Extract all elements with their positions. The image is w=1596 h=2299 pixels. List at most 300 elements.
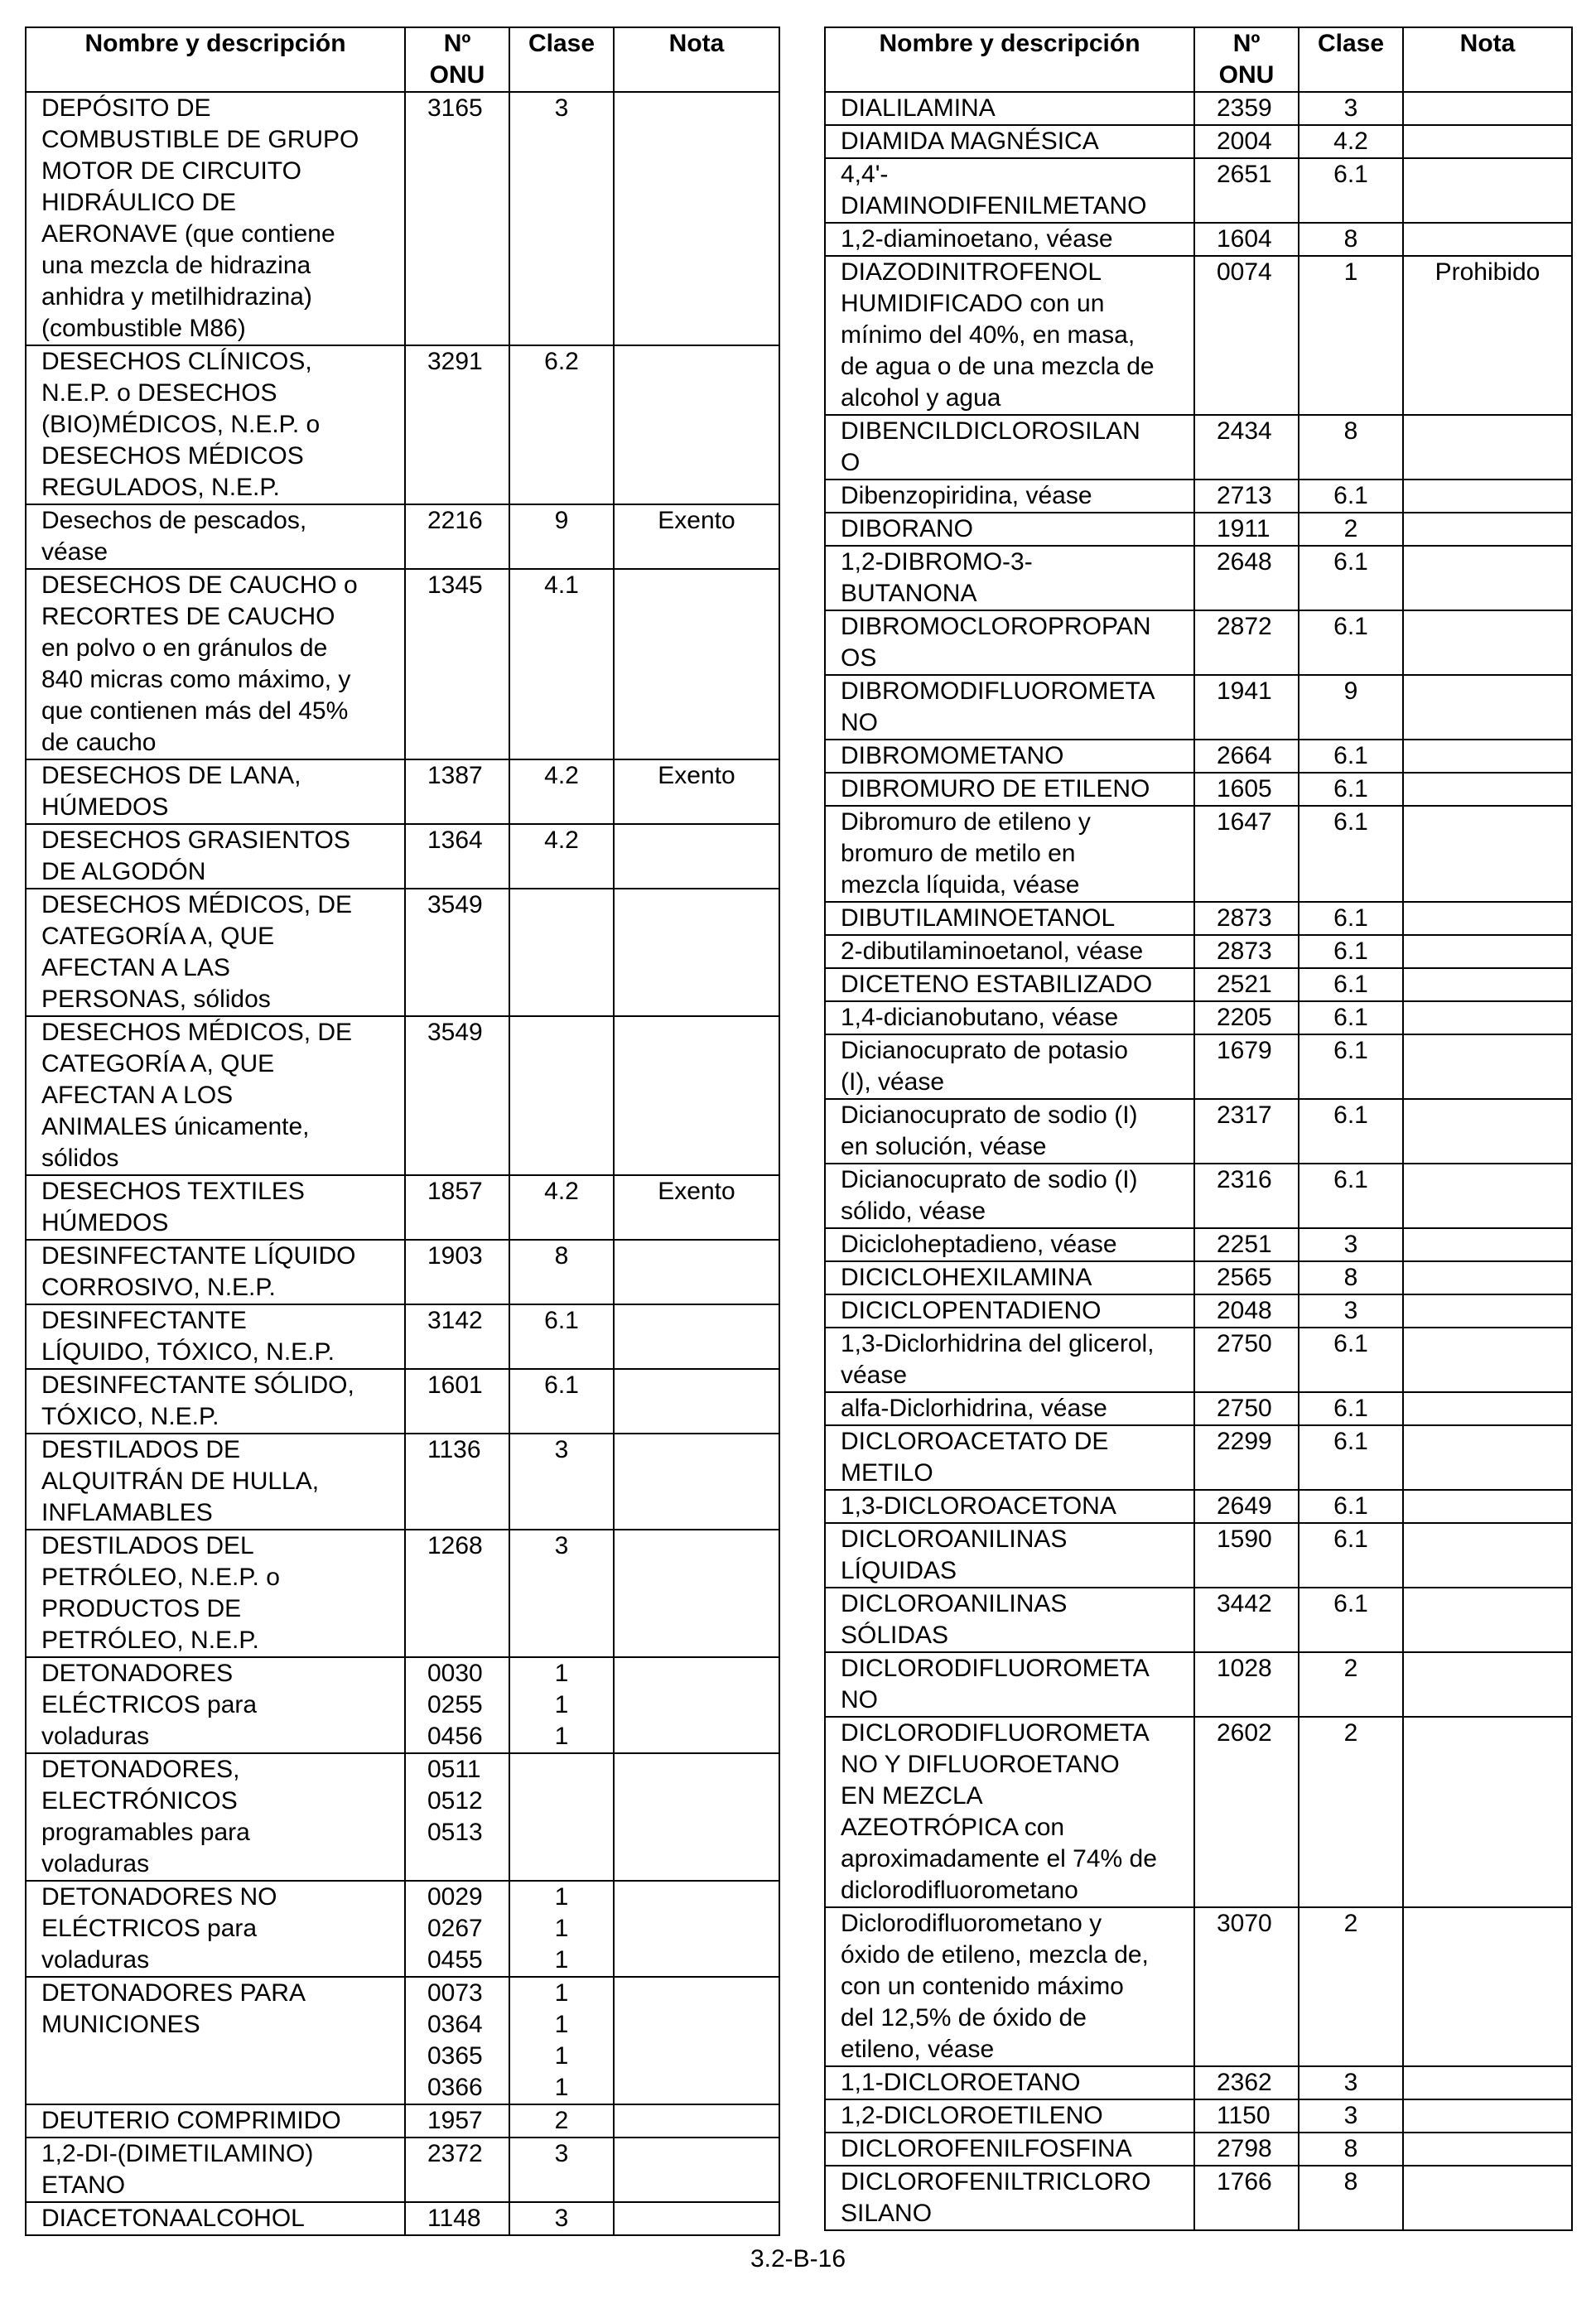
cell-class: 8 xyxy=(1299,2166,1403,2230)
cell-class: 6.1 xyxy=(1299,773,1403,806)
cell-class: 6.1 xyxy=(509,1304,614,1369)
cell-class: 2 xyxy=(1299,1717,1403,1907)
table-row xyxy=(26,1016,779,1175)
cell-name: DICLORODIFLUOROMETA NO xyxy=(825,1652,1194,1717)
cell-note xyxy=(1403,740,1572,773)
page-number: 3.2-B-16 xyxy=(750,2245,846,2272)
cell-note xyxy=(1403,1164,1572,1228)
cell-class: 6.1 xyxy=(1299,1392,1403,1425)
cell-class: 3 xyxy=(1299,1228,1403,1261)
cell-class: 3 xyxy=(1299,2099,1403,2133)
cell-name: 1,3-Diclorhidrina del glicerol, véase xyxy=(825,1328,1194,1392)
cell-name: DICLOROANILINAS LÍQUIDAS xyxy=(825,1523,1194,1588)
cell-class: 6.1 xyxy=(1299,968,1403,1001)
header-name: Nombre y descripción xyxy=(825,27,1194,92)
table-row xyxy=(825,1294,1572,1328)
table-row xyxy=(26,2138,779,2202)
header-note: Nota xyxy=(1403,27,1572,92)
cell-class: 6.1 xyxy=(1299,546,1403,610)
cell-name: Desechos de pescados, véase xyxy=(26,504,405,569)
table-row xyxy=(26,1240,779,1304)
cell-class: 4.2 xyxy=(1299,125,1403,158)
cell-un-number: 1136 xyxy=(405,1434,509,1530)
cell-un-number: 2205 xyxy=(1194,1001,1299,1034)
cell-note xyxy=(614,1753,779,1881)
cell-class: 9 xyxy=(509,504,614,569)
cell-class xyxy=(509,1753,614,1881)
cell-name: 2-dibutilaminoetanol, véase xyxy=(825,935,1194,968)
dangerous-goods-table-left xyxy=(25,27,780,2236)
cell-class: 9 xyxy=(1299,675,1403,740)
cell-name: DESECHOS CLÍNICOS, N.E.P. o DESECHOS (BIO)MÉDICOS, N.E.P. o DESECHOS MÉDICOS REGULADOS, N.E.P. xyxy=(26,345,405,504)
cell-note xyxy=(614,2104,779,2138)
cell-note: Exento xyxy=(614,1175,779,1240)
table-row xyxy=(825,968,1572,1001)
cell-note xyxy=(614,1434,779,1530)
cell-note xyxy=(1403,2099,1572,2133)
cell-class: 1 xyxy=(1299,256,1403,415)
cell-name: DIBROMURO DE ETILENO xyxy=(825,773,1194,806)
cell-note xyxy=(1403,415,1572,480)
table-row xyxy=(825,256,1572,415)
cell-class: 6.1 xyxy=(1299,740,1403,773)
cell-note xyxy=(1403,480,1572,513)
cell-class: 1 1 1 xyxy=(509,1657,614,1753)
table-row xyxy=(825,773,1572,806)
cell-note xyxy=(1403,1717,1572,1907)
cell-class: 6.1 xyxy=(1299,610,1403,675)
cell-note: Exento xyxy=(614,504,779,569)
cell-un-number: 1590 xyxy=(1194,1523,1299,1588)
cell-un-number: 1857 xyxy=(405,1175,509,1240)
cell-note xyxy=(1403,1907,1572,2066)
cell-note xyxy=(1403,806,1572,902)
cell-class: 2 xyxy=(1299,513,1403,546)
cell-note xyxy=(614,2202,779,2235)
header-un-number: Nº ONU xyxy=(1194,27,1299,92)
cell-name: DESECHOS MÉDICOS, DE CATEGORÍA A, QUE AFECTAN A LAS PERSONAS, sólidos xyxy=(26,889,405,1016)
cell-note xyxy=(1403,1588,1572,1652)
cell-un-number: 1364 xyxy=(405,824,509,889)
cell-un-number: 1957 xyxy=(405,2104,509,2138)
cell-class: 6.1 xyxy=(509,1369,614,1434)
table-row xyxy=(26,1369,779,1434)
cell-class: 6.1 xyxy=(1299,935,1403,968)
cell-un-number: 1941 xyxy=(1194,675,1299,740)
cell-name: DICLOROANILINAS SÓLIDAS xyxy=(825,1588,1194,1652)
cell-name: DESTILADOS DEL PETRÓLEO, N.E.P. o PRODUCTOS DE PETRÓLEO, N.E.P. xyxy=(26,1530,405,1657)
table-row xyxy=(825,480,1572,513)
cell-un-number: 2362 xyxy=(1194,2066,1299,2099)
cell-note xyxy=(1403,1652,1572,1717)
cell-note xyxy=(1403,902,1572,935)
cell-note xyxy=(614,824,779,889)
table-row xyxy=(825,1261,1572,1294)
cell-class: 2 xyxy=(1299,1907,1403,2066)
cell-un-number: 2750 xyxy=(1194,1392,1299,1425)
cell-un-number: 2316 xyxy=(1194,1164,1299,1228)
cell-name: DIAZODINITROFENOL HUMIDIFICADO con un mínimo del 40%, en masa, de agua o de una mezcla de alcohol y agua xyxy=(825,256,1194,415)
table-row xyxy=(26,1530,779,1657)
cell-class: 3 xyxy=(1299,92,1403,125)
table-row xyxy=(825,223,1572,256)
cell-class: 6.1 xyxy=(1299,480,1403,513)
table-row xyxy=(825,1490,1572,1523)
cell-note xyxy=(1403,1392,1572,1425)
cell-name: DESTILADOS DE ALQUITRÁN DE HULLA, INFLAMABLES xyxy=(26,1434,405,1530)
cell-class: 6.1 xyxy=(1299,1588,1403,1652)
cell-class: 6.1 xyxy=(1299,1490,1403,1523)
cell-class: 4.1 xyxy=(509,569,614,759)
cell-class xyxy=(509,1016,614,1175)
cell-un-number: 2651 xyxy=(1194,158,1299,223)
cell-note xyxy=(1403,1294,1572,1328)
cell-class: 8 xyxy=(1299,223,1403,256)
header-un-number: Nº ONU xyxy=(405,27,509,92)
table-header-row xyxy=(26,27,779,92)
table-row xyxy=(26,569,779,759)
cell-class: 6.1 xyxy=(1299,1099,1403,1164)
table-row xyxy=(26,1881,779,1977)
table-row xyxy=(825,2066,1572,2099)
cell-class: 4.2 xyxy=(509,759,614,824)
cell-class: 3 xyxy=(1299,2066,1403,2099)
cell-name: 1,2-DICLOROETILENO xyxy=(825,2099,1194,2133)
cell-un-number: 2359 xyxy=(1194,92,1299,125)
cell-class: 1 1 1 1 xyxy=(509,1977,614,2104)
cell-note xyxy=(614,1369,779,1434)
cell-class: 3 xyxy=(509,2138,614,2202)
header-class: Clase xyxy=(1299,27,1403,92)
cell-name: DESECHOS GRASIENTOS DE ALGODÓN xyxy=(26,824,405,889)
cell-note xyxy=(614,889,779,1016)
cell-note xyxy=(1403,158,1572,223)
cell-un-number: 3442 xyxy=(1194,1588,1299,1652)
table-row xyxy=(825,675,1572,740)
cell-class: 8 xyxy=(509,1240,614,1304)
cell-un-number: 1028 xyxy=(1194,1652,1299,1717)
cell-un-number: 3142 xyxy=(405,1304,509,1369)
table-row xyxy=(825,1164,1572,1228)
cell-note xyxy=(1403,546,1572,610)
table-row xyxy=(26,1434,779,1530)
cell-note xyxy=(1403,92,1572,125)
cell-name: DIACETONAALCOHOL xyxy=(26,2202,405,2235)
table-row xyxy=(825,902,1572,935)
table-row xyxy=(26,824,779,889)
cell-un-number: 0074 xyxy=(1194,256,1299,415)
cell-un-number: 2873 xyxy=(1194,902,1299,935)
cell-note: Prohibido xyxy=(1403,256,1572,415)
cell-class: 6.1 xyxy=(1299,1164,1403,1228)
cell-name: 1,4-dicianobutano, véase xyxy=(825,1001,1194,1034)
cell-un-number: 0029 0267 0455 xyxy=(405,1881,509,1977)
table-row xyxy=(825,92,1572,125)
cell-note xyxy=(614,1240,779,1304)
cell-class: 6.1 xyxy=(1299,158,1403,223)
cell-un-number: 3549 xyxy=(405,889,509,1016)
table-row xyxy=(26,2104,779,2138)
table-row xyxy=(825,1652,1572,1717)
cell-name: DICICLOHEXILAMINA xyxy=(825,1261,1194,1294)
cell-class: 4.2 xyxy=(509,824,614,889)
table-row xyxy=(26,1977,779,2104)
cell-name: Dicianocuprato de sodio (I) sólido, véase xyxy=(825,1164,1194,1228)
cell-name: DIBUTILAMINOETANOL xyxy=(825,902,1194,935)
cell-un-number: 1605 xyxy=(1194,773,1299,806)
cell-class: 6.1 xyxy=(1299,1034,1403,1099)
cell-name: Dicianocuprato de potasio (I), véase xyxy=(825,1034,1194,1099)
cell-name: 1,2-DI-(DIMETILAMINO) ETANO xyxy=(26,2138,405,2202)
cell-un-number: 2602 xyxy=(1194,1717,1299,1907)
cell-name: DESINFECTANTE SÓLIDO, TÓXICO, N.E.P. xyxy=(26,1369,405,1434)
cell-note xyxy=(1403,513,1572,546)
cell-note xyxy=(1403,2166,1572,2230)
table-row xyxy=(825,125,1572,158)
table-row xyxy=(26,889,779,1016)
cell-name: DETONADORES NO ELÉCTRICOS para voladuras xyxy=(26,1881,405,1977)
table-row xyxy=(825,415,1572,480)
cell-name: DESECHOS DE LANA, HÚMEDOS xyxy=(26,759,405,824)
cell-name: Dibenzopiridina, véase xyxy=(825,480,1194,513)
cell-un-number: 2565 xyxy=(1194,1261,1299,1294)
header-class: Clase xyxy=(509,27,614,92)
cell-un-number: 2434 xyxy=(1194,415,1299,480)
table-row xyxy=(825,1717,1572,1907)
cell-un-number: 1604 xyxy=(1194,223,1299,256)
cell-note xyxy=(614,1304,779,1369)
cell-un-number: 2216 xyxy=(405,504,509,569)
cell-name: 1,1-DICLOROETANO xyxy=(825,2066,1194,2099)
header-name: Nombre y descripción xyxy=(26,27,405,92)
cell-note xyxy=(1403,1328,1572,1392)
table-row xyxy=(26,1304,779,1369)
table-row xyxy=(825,740,1572,773)
cell-name: alfa-Diclorhidrina, véase xyxy=(825,1392,1194,1425)
cell-note xyxy=(1403,773,1572,806)
cell-class: 8 xyxy=(1299,2133,1403,2166)
cell-note xyxy=(614,1977,779,2104)
cell-class: 3 xyxy=(1299,1294,1403,1328)
cell-class: 1 1 1 xyxy=(509,1881,614,1977)
cell-class: 6.1 xyxy=(1299,1001,1403,1034)
cell-class: 2 xyxy=(1299,1652,1403,1717)
table-row xyxy=(26,345,779,504)
cell-name: DIAMIDA MAGNÉSICA xyxy=(825,125,1194,158)
cell-un-number: 2798 xyxy=(1194,2133,1299,2166)
cell-note xyxy=(1403,1001,1572,1034)
cell-un-number: 2521 xyxy=(1194,968,1299,1001)
table-row xyxy=(825,1099,1572,1164)
table-row xyxy=(26,504,779,569)
table-row xyxy=(825,2099,1572,2133)
table-row xyxy=(26,1657,779,1753)
cell-class: 6.1 xyxy=(1299,806,1403,902)
table-row xyxy=(825,546,1572,610)
cell-name: DICLORODIFLUOROMETA NO Y DIFLUOROETANO EN MEZCLA AZEOTRÓPICA con aproximadamente el 74% de diclorodifluorometano xyxy=(825,1717,1194,1907)
table-row xyxy=(825,1588,1572,1652)
cell-un-number: 1601 xyxy=(405,1369,509,1434)
cell-un-number: 1387 xyxy=(405,759,509,824)
cell-class: 6.1 xyxy=(1299,1328,1403,1392)
cell-name: 1,3-DICLOROACETONA xyxy=(825,1490,1194,1523)
cell-class xyxy=(509,889,614,1016)
cell-name: DESINFECTANTE LÍQUIDO, TÓXICO, N.E.P. xyxy=(26,1304,405,1369)
cell-name: DIBORANO xyxy=(825,513,1194,546)
cell-note xyxy=(614,1657,779,1753)
cell-note xyxy=(1403,1490,1572,1523)
cell-un-number: 2299 xyxy=(1194,1425,1299,1490)
cell-name: 4,4'- DIAMINODIFENILMETANO xyxy=(825,158,1194,223)
cell-un-number: 1148 xyxy=(405,2202,509,2235)
cell-note xyxy=(1403,1228,1572,1261)
cell-un-number: 2872 xyxy=(1194,610,1299,675)
cell-class: 8 xyxy=(1299,1261,1403,1294)
cell-note xyxy=(614,1881,779,1977)
cell-note xyxy=(1403,223,1572,256)
cell-name: DICETENO ESTABILIZADO xyxy=(825,968,1194,1001)
cell-note xyxy=(1403,1034,1572,1099)
cell-note xyxy=(614,345,779,504)
cell-name: DICLOROFENILFOSFINA xyxy=(825,2133,1194,2166)
cell-note xyxy=(1403,675,1572,740)
cell-un-number: 1911 xyxy=(1194,513,1299,546)
cell-un-number: 2750 xyxy=(1194,1328,1299,1392)
cell-un-number: 2873 xyxy=(1194,935,1299,968)
cell-name: Dicicloheptadieno, véase xyxy=(825,1228,1194,1261)
cell-name: DIBROMOMETANO xyxy=(825,740,1194,773)
cell-name: DIBENCILDICLOROSILAN O xyxy=(825,415,1194,480)
cell-class: 8 xyxy=(1299,415,1403,480)
cell-un-number: 2251 xyxy=(1194,1228,1299,1261)
table-row xyxy=(825,1328,1572,1392)
table-row xyxy=(26,1753,779,1881)
table-row xyxy=(825,1523,1572,1588)
table-row xyxy=(825,1228,1572,1261)
cell-note xyxy=(1403,968,1572,1001)
cell-name: DESECHOS DE CAUCHO o RECORTES DE CAUCHO en polvo o en gránulos de 840 micras como máximo, y que contienen más del 45% de caucho xyxy=(26,569,405,759)
cell-class: 6.1 xyxy=(1299,1523,1403,1588)
cell-un-number: 2372 xyxy=(405,2138,509,2202)
cell-note xyxy=(614,569,779,759)
cell-name: DESECHOS MÉDICOS, DE CATEGORÍA A, QUE AFECTAN A LOS ANIMALES únicamente, sólidos xyxy=(26,1016,405,1175)
table-header-row xyxy=(825,27,1572,92)
cell-name: DEUTERIO COMPRIMIDO xyxy=(26,2104,405,2138)
cell-class: 3 xyxy=(509,1434,614,1530)
cell-name: DIBROMOCLOROPROPAN OS xyxy=(825,610,1194,675)
cell-name: DETONADORES, ELECTRÓNICOS programables para voladuras xyxy=(26,1753,405,1881)
cell-name: DETONADORES PARA MUNICIONES xyxy=(26,1977,405,2104)
table-row xyxy=(825,2133,1572,2166)
table-row xyxy=(26,92,779,345)
table-row xyxy=(825,2166,1572,2230)
table-row xyxy=(825,1034,1572,1099)
cell-name: Dibromuro de etileno y bromuro de metilo en mezcla líquida, véase xyxy=(825,806,1194,902)
cell-name: DICLOROACETATO DE METILO xyxy=(825,1425,1194,1490)
table-row xyxy=(825,806,1572,902)
table-row xyxy=(825,1392,1572,1425)
cell-note: Exento xyxy=(614,759,779,824)
cell-un-number: 2317 xyxy=(1194,1099,1299,1164)
cell-note xyxy=(614,92,779,345)
cell-name: Dicianocuprato de sodio (I) en solución, véase xyxy=(825,1099,1194,1164)
cell-un-number: 1903 xyxy=(405,1240,509,1304)
cell-note xyxy=(1403,125,1572,158)
cell-class: 6.2 xyxy=(509,345,614,504)
cell-un-number: 0511 0512 0513 xyxy=(405,1753,509,1881)
header-note: Nota xyxy=(614,27,779,92)
cell-un-number: 0030 0255 0456 xyxy=(405,1657,509,1753)
cell-name: DETONADORES ELÉCTRICOS para voladuras xyxy=(26,1657,405,1753)
cell-un-number: 1766 xyxy=(1194,2166,1299,2230)
cell-un-number: 1268 xyxy=(405,1530,509,1657)
cell-name: DESECHOS TEXTILES HÚMEDOS xyxy=(26,1175,405,1240)
cell-class: 3 xyxy=(509,1530,614,1657)
cell-note xyxy=(1403,2066,1572,2099)
cell-class: 3 xyxy=(509,92,614,345)
dangerous-goods-table-right xyxy=(824,27,1573,2231)
cell-un-number: 2048 xyxy=(1194,1294,1299,1328)
cell-un-number: 1345 xyxy=(405,569,509,759)
table-row xyxy=(26,759,779,824)
cell-name: Diclorodifluorometano y óxido de etileno, mezcla de, con un contenido máximo del 12,5% de óxido de etileno, véase xyxy=(825,1907,1194,2066)
cell-un-number: 1150 xyxy=(1194,2099,1299,2133)
cell-un-number: 3165 xyxy=(405,92,509,345)
table-row xyxy=(825,610,1572,675)
cell-un-number: 3549 xyxy=(405,1016,509,1175)
cell-un-number: 1647 xyxy=(1194,806,1299,902)
cell-note xyxy=(1403,1261,1572,1294)
cell-note xyxy=(1403,935,1572,968)
table-row xyxy=(825,513,1572,546)
table-row xyxy=(825,1425,1572,1490)
cell-name: DICICLOPENTADIENO xyxy=(825,1294,1194,1328)
cell-note xyxy=(614,2138,779,2202)
cell-name: DESINFECTANTE LÍQUIDO CORROSIVO, N.E.P. xyxy=(26,1240,405,1304)
cell-note xyxy=(1403,1099,1572,1164)
cell-un-number: 3291 xyxy=(405,345,509,504)
cell-note xyxy=(1403,610,1572,675)
table-row xyxy=(825,935,1572,968)
table-row xyxy=(825,1907,1572,2066)
cell-class: 3 xyxy=(509,2202,614,2235)
cell-name: DICLOROFENILTRICLORO SILANO xyxy=(825,2166,1194,2230)
cell-class: 6.1 xyxy=(1299,902,1403,935)
cell-note xyxy=(1403,1425,1572,1490)
cell-un-number: 2713 xyxy=(1194,480,1299,513)
cell-note xyxy=(614,1530,779,1657)
cell-un-number: 2648 xyxy=(1194,546,1299,610)
cell-name: DIBROMODIFLUOROMETA NO xyxy=(825,675,1194,740)
cell-un-number: 2649 xyxy=(1194,1490,1299,1523)
cell-un-number: 0073 0364 0365 0366 xyxy=(405,1977,509,2104)
cell-un-number: 1679 xyxy=(1194,1034,1299,1099)
cell-name: DEPÓSITO DE COMBUSTIBLE DE GRUPO MOTOR DE CIRCUITO HIDRÁULICO DE AERONAVE (que contiene una mezcla de hidrazina anhidra y metilhidrazina) (combustible M86) xyxy=(26,92,405,345)
cell-name: 1,2-diaminoetano, véase xyxy=(825,223,1194,256)
cell-class: 2 xyxy=(509,2104,614,2138)
table-row xyxy=(26,1175,779,1240)
cell-name: 1,2-DIBROMO-3- BUTANONA xyxy=(825,546,1194,610)
cell-un-number: 3070 xyxy=(1194,1907,1299,2066)
table-row xyxy=(825,1001,1572,1034)
cell-note xyxy=(1403,2133,1572,2166)
cell-un-number: 2664 xyxy=(1194,740,1299,773)
cell-note xyxy=(1403,1523,1572,1588)
cell-name: DIALILAMINA xyxy=(825,92,1194,125)
cell-un-number: 2004 xyxy=(1194,125,1299,158)
cell-note xyxy=(614,1016,779,1175)
table-row xyxy=(825,158,1572,223)
